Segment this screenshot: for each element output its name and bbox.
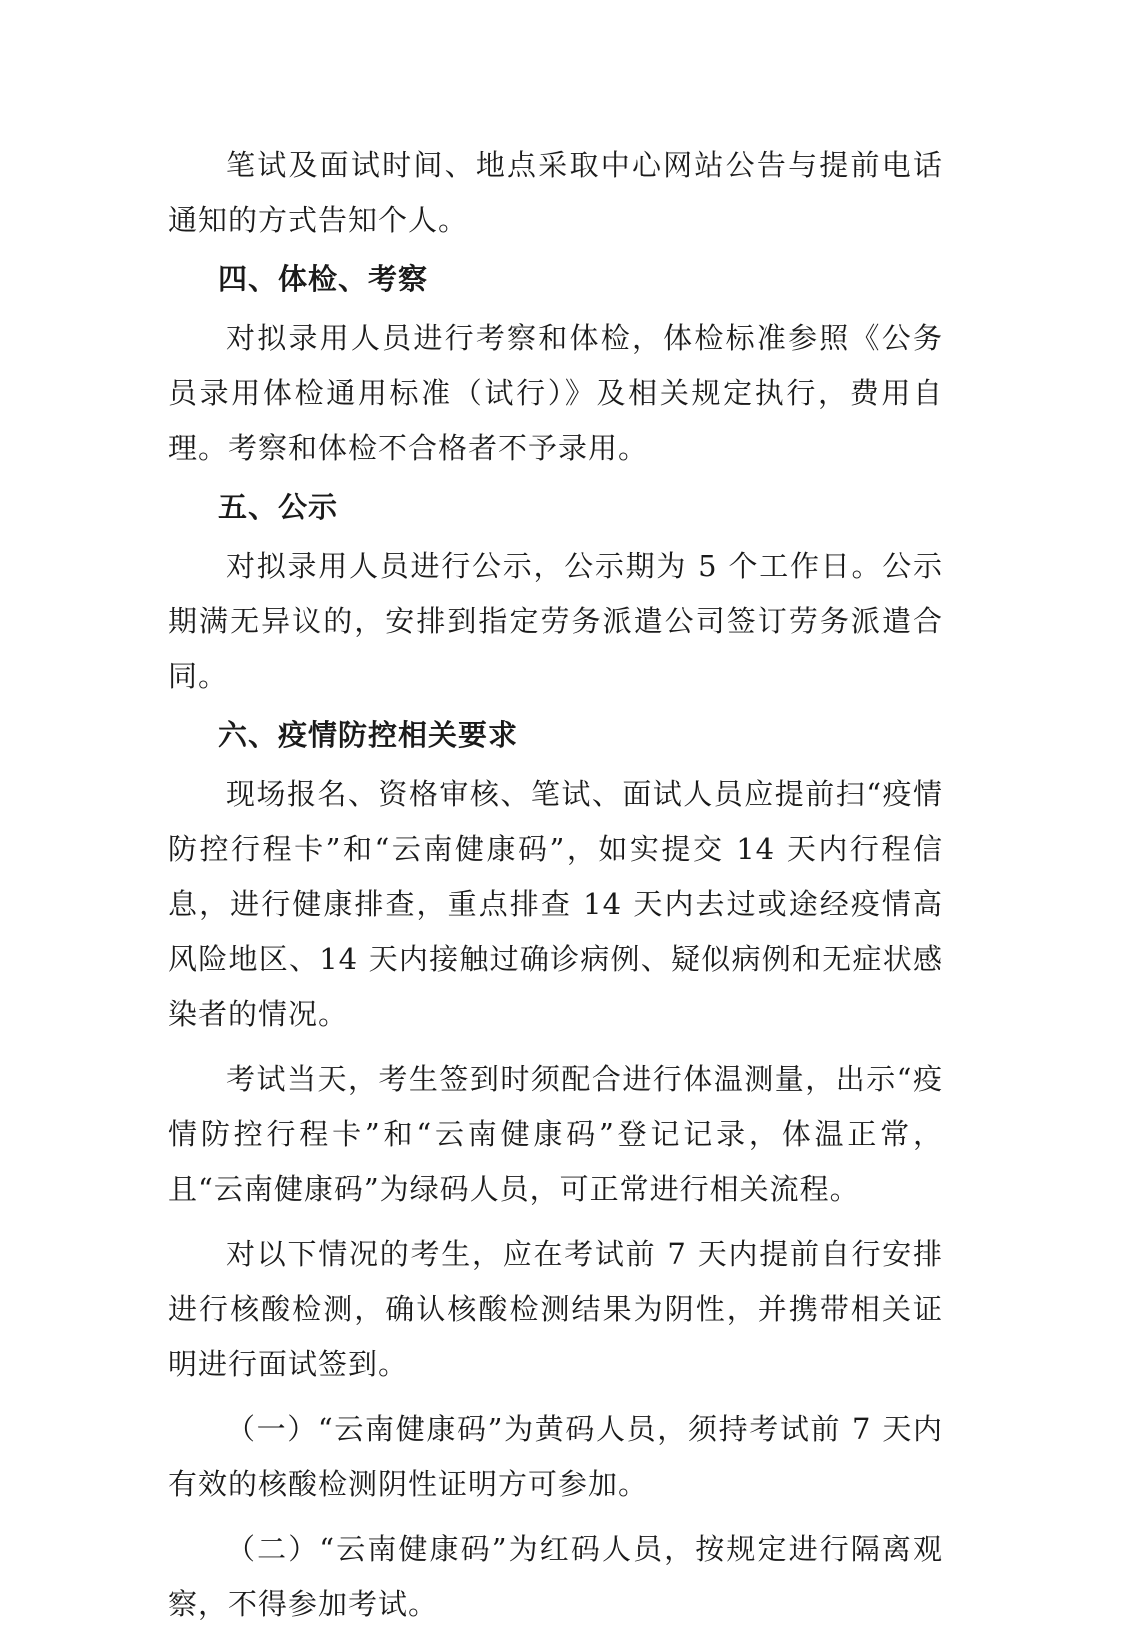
paragraph-physical-exam: 对拟录用人员进行考察和体检，体检标准参照《公务员录用体检通用标准（试行）》及相关规定执行，费用自理。考察和体检不合格者不予录用。 <box>168 321 943 465</box>
heading-epidemic-control: 六、疫情防控相关要求 <box>218 718 519 752</box>
paragraph-health-code-scan: 现场报名、资格审核、笔试、面试人员应提前扫“疫情防控行程卡”和“云南健康码”，如实提交 14 天内行程信息，进行健康排查，重点排查 14 天内去过或途经疫情高风险地区、14 天内接触过确诊病例、疑似病例和无症状感染者的情况。 <box>168 777 943 1031</box>
paragraph-exam-day: 考试当天，考生签到时须配合进行体温测量，出示“疫情防控行程卡”和“云南健康码”登记记录，体温正常，且“云南健康码”为绿码人员，可正常进行相关流程。 <box>168 1062 943 1206</box>
paragraph-nucleic-test: 对以下情况的考生，应在考试前 7 天内提前自行安排进行核酸检测，确认核酸检测结果为阴性，并携带相关证明进行面试签到。 <box>168 1237 943 1381</box>
heading-physical-exam: 四、体检、考察 <box>218 262 429 296</box>
heading-public-notice: 五、公示 <box>218 490 339 524</box>
document-body <box>168 138 943 1632</box>
paragraph-red-code: （二）“云南健康码”为红码人员，按规定进行隔离观察，不得参加考试。 <box>168 1532 943 1621</box>
paragraph-yellow-code: （一）“云南健康码”为黄码人员，须持考试前 7 天内有效的核酸检测阴性证明方可参加。 <box>168 1412 943 1501</box>
paragraph-exam-notice: 笔试及面试时间、地点采取中心网站公告与提前电话通知的方式告知个人。 <box>168 148 943 237</box>
paragraph-public-notice: 对拟录用人员进行公示，公示期为 5 个工作日。公示期满无异议的，安排到指定劳务派遣公司签订劳务派遣合同。 <box>168 549 943 693</box>
